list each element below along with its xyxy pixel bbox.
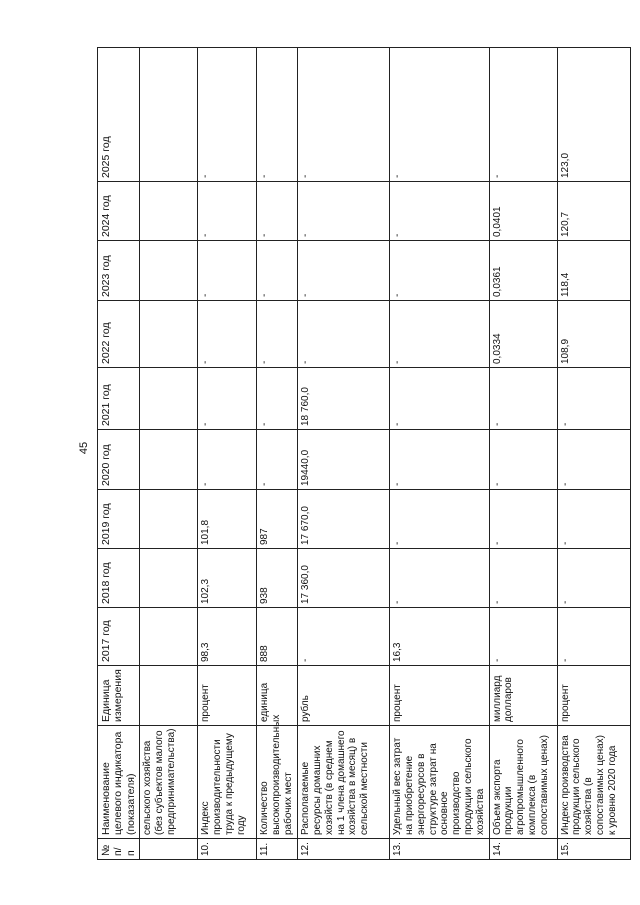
table-cell — [140, 839, 198, 860]
header-cell: 2025 год — [98, 48, 140, 182]
table-cell: 0,0334 — [489, 301, 557, 368]
table-cell: - — [489, 549, 557, 608]
table-cell: - — [390, 241, 489, 301]
table-cell: 987 — [257, 490, 298, 549]
table-row — [390, 48, 489, 860]
table-cell: - — [489, 490, 557, 549]
header-cell: 2023 год — [98, 241, 140, 301]
rotated-table-container — [97, 48, 618, 860]
table-header-row — [98, 48, 140, 860]
table-row — [557, 48, 630, 860]
table-cell: миллиард долларов — [489, 666, 557, 726]
table-cell: Объем экспорта продукции агропромышленного комплекса (в сопоставимых ценах) — [489, 726, 557, 839]
table-cell: 17 670,0 — [298, 490, 390, 549]
table-cell: - — [557, 368, 630, 430]
table-cell: 101,8 — [198, 490, 257, 549]
table-cell: - — [489, 608, 557, 666]
table-cell — [140, 301, 198, 368]
table-cell: - — [257, 301, 298, 368]
table-cell: Располагаемые ресурсы домашних хозяйств (в среднем на 1 члена домашнего хозяйства в месяц) в сельской местности — [298, 726, 390, 839]
table-cell: - — [257, 241, 298, 301]
table-cell: процент — [198, 666, 257, 726]
table-cell: 102,3 — [198, 549, 257, 608]
table-cell: - — [198, 368, 257, 430]
table-cell: 12. — [298, 839, 390, 860]
header-cell: 2017 год — [98, 608, 140, 666]
page-number: 45 — [78, 441, 90, 455]
table-cell: - — [257, 182, 298, 241]
table-cell: 123,0 — [557, 48, 630, 182]
table-cell: - — [298, 241, 390, 301]
table-cell: 108,9 — [557, 301, 630, 368]
table-cell: 120,7 — [557, 182, 630, 241]
table-cell — [140, 368, 198, 430]
table-cell — [140, 241, 198, 301]
table-cell: - — [390, 48, 489, 182]
table-cell: сельского хозяйства (без субъектов малого предпринимательства) — [140, 726, 198, 839]
table-cell — [140, 182, 198, 241]
table-cell: - — [198, 48, 257, 182]
table-cell: - — [557, 549, 630, 608]
table-cell: процент — [390, 666, 489, 726]
table-cell: процент — [557, 666, 630, 726]
header-cell: Наименование целевого индикатора (показателя) — [98, 726, 140, 839]
table-row — [198, 48, 257, 860]
table-cell — [140, 549, 198, 608]
table-cell — [140, 430, 198, 490]
table-cell: - — [198, 182, 257, 241]
table-cell: - — [198, 430, 257, 490]
header-cell: № п/п — [98, 839, 140, 860]
table-cell: - — [257, 48, 298, 182]
header-cell: 2022 год — [98, 301, 140, 368]
table-cell: 0,0401 — [489, 182, 557, 241]
table-cell: 888 — [257, 608, 298, 666]
header-cell: 2019 год — [98, 490, 140, 549]
table-cell: - — [298, 301, 390, 368]
table-cell: - — [557, 490, 630, 549]
table-cell: - — [257, 430, 298, 490]
table-cell: 17 360,0 — [298, 549, 390, 608]
table-row — [140, 48, 198, 860]
table-cell: - — [557, 608, 630, 666]
table-cell: 15. — [557, 839, 630, 860]
table-cell: - — [390, 368, 489, 430]
indicator-table — [97, 47, 631, 860]
table-cell: 16,3 — [390, 608, 489, 666]
table-row — [257, 48, 298, 860]
table-cell: единица — [257, 666, 298, 726]
table-cell — [140, 666, 198, 726]
table-cell: 19440,0 — [298, 430, 390, 490]
table-cell: - — [390, 430, 489, 490]
table-cell: 118,4 — [557, 241, 630, 301]
table-cell: - — [298, 182, 390, 241]
table-row — [298, 48, 390, 860]
table-cell: Удельный вес затрат на приобретение энергоресурсов в структуре затрат на основное производство продукции сельского хозяйства — [390, 726, 489, 839]
table-cell: 938 — [257, 549, 298, 608]
table-cell: - — [257, 368, 298, 430]
table-cell: - — [198, 241, 257, 301]
table-cell — [140, 490, 198, 549]
table-cell: 13. — [390, 839, 489, 860]
table-cell: 0,0361 — [489, 241, 557, 301]
table-cell: Количество высокопроизводительных рабочих мест — [257, 726, 298, 839]
table-cell: - — [390, 490, 489, 549]
table-cell: - — [557, 430, 630, 490]
table-cell: 14. — [489, 839, 557, 860]
table-cell: 98,3 — [198, 608, 257, 666]
table-cell: - — [390, 182, 489, 241]
header-cell: 2020 год — [98, 430, 140, 490]
table-cell: - — [489, 430, 557, 490]
table-cell: 11. — [257, 839, 298, 860]
table-cell: - — [489, 48, 557, 182]
table-cell: - — [298, 48, 390, 182]
table-row — [489, 48, 557, 860]
header-cell: Единица измерения — [98, 666, 140, 726]
table-cell: - — [489, 368, 557, 430]
table-cell: рубль — [298, 666, 390, 726]
table-cell — [140, 48, 198, 182]
table-cell: 18 760,0 — [298, 368, 390, 430]
table-cell: - — [198, 301, 257, 368]
table-cell: 10. — [198, 839, 257, 860]
table-cell: - — [390, 301, 489, 368]
table-cell: Индекс производительности труда к предыдущему году — [198, 726, 257, 839]
header-cell: 2021 год — [98, 368, 140, 430]
header-cell: 2018 год — [98, 549, 140, 608]
header-cell: 2024 год — [98, 182, 140, 241]
table-cell: - — [390, 549, 489, 608]
table-cell: - — [298, 608, 390, 666]
table-cell — [140, 608, 198, 666]
table-cell: Индекс производства продукции сельского хозяйства (в сопоставимых ценах) к уровню 2020 года — [557, 726, 630, 839]
